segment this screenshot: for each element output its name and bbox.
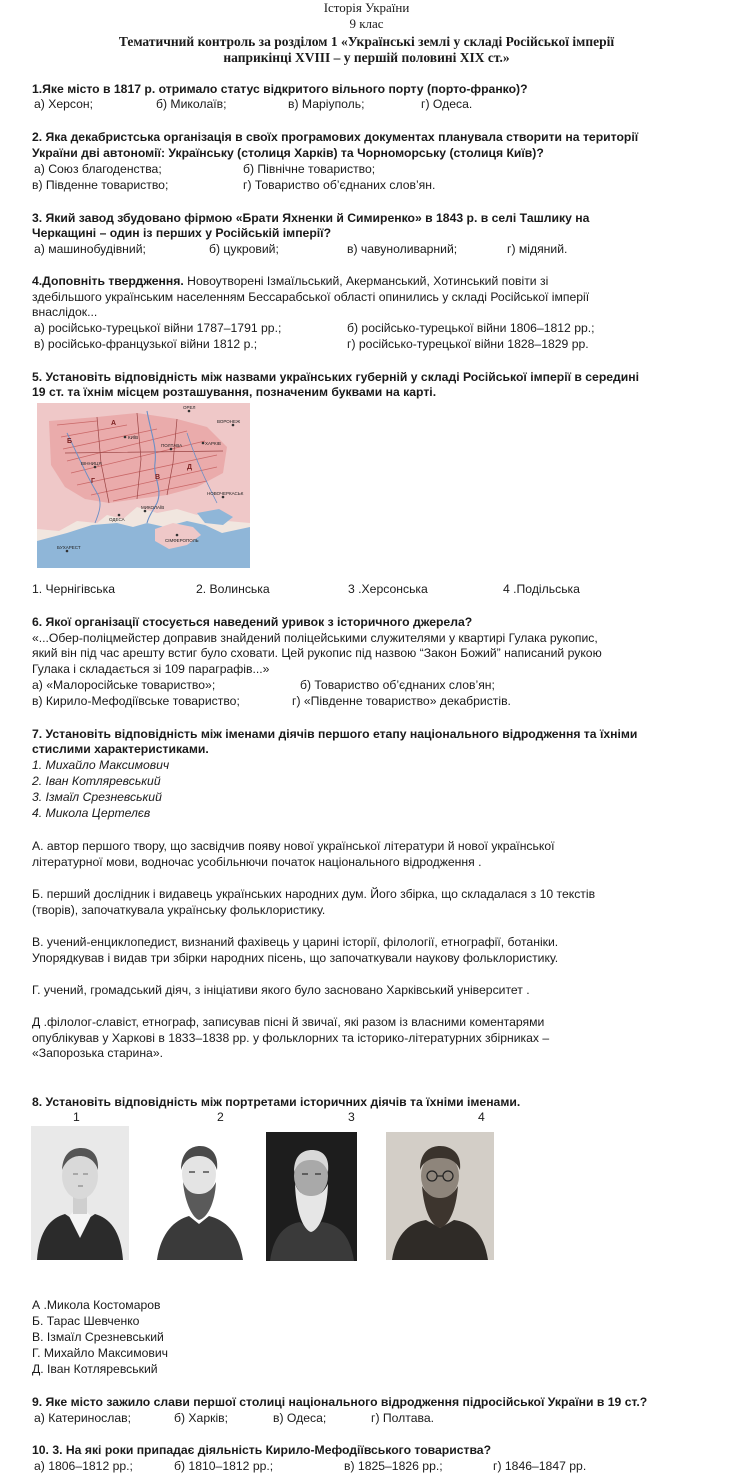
map-label-odesa: ОДЕСА [109,517,125,522]
q3-option-b: б) цукровий; [209,242,279,256]
q9-option-v: в) Одеса; [273,1411,327,1425]
q7-name-4: 4. Микола Цертелєв [32,806,151,820]
q2-option-v: в) Південне товариство; [32,178,169,192]
q1-option-v: в) Маріуполь; [288,97,365,111]
map-letter-d: Д [187,464,192,471]
q7-char-d-line2: опублікував у Харкові в 1833–1838 рр. у фольклорних та історико-літературних збірниках – [32,1031,550,1045]
q7-text-line1: 7. Установіть відповідність між іменами діячів першого етапу національного відродження та їхніми [32,727,638,741]
q4-option-b: б) російсько-турецької війни 1806–1812 рр.; [347,321,595,335]
q5-item-1: 1. Чернігівська [32,582,115,596]
q7-name-3: 3. Ізмаїл Срезневський [32,790,162,804]
q10-option-b: б) 1810–1812 рр.; [174,1459,274,1473]
q6-quote-line2: який він під час арешту встиг було сховати. Цей рукопис під назвою “Закон Божий” написаний рукою [32,646,602,660]
portrait-3 [266,1132,357,1261]
q1-option-g: г) Одеса. [421,97,473,111]
map-label-bucharest: БУХАРЕСТ [57,545,81,550]
q7-char-b-line2: (творів), започаткувала українську фольклористику. [32,903,326,917]
q7-char-v-line2: Упорядкував і видав три збірки народних пісень, що започаткували наукову фольклористику. [32,951,559,965]
q6-option-a: а) «Малоросійське товариство»; [32,678,216,692]
q4-lead: 4.Доповніть твердження. [32,274,184,288]
map-label-voronezh: ВОРОНЕЖ [217,419,241,424]
q9-text: 9. Яке місто зажило слави першої столиці національного відродження підросійської України в 19 ст.? [32,1395,648,1409]
q5-item-3: 3 .Херсонська [348,582,428,596]
portrait-4 [386,1132,494,1260]
q3-text-line2: Черкащині – один із перших у Російській імперії? [32,226,332,240]
q7-name-1: 1. Михайло Максимович [32,758,170,772]
q4-option-v: в) російсько-французької війни 1812 р.; [34,337,258,351]
q1-option-b: б) Миколаїв; [156,97,227,111]
q10-option-g: г) 1846–1847 рр. [493,1459,587,1473]
q4-text-line2: здебільшого українським населенням Бессарабської області опинились у складі Російської імперії [32,290,590,304]
q6-quote-line1: «...Обер-поліцмейстер доправив знайдений поліцейськими служителями у квартирі Гулака рукопис, [32,631,598,645]
q2-option-g: г) Товариство об’єднаних слов’ян. [243,178,436,192]
q5-text-line1: 5. Установіть відповідність між назвами українських губерній у складі Російської імперії в середині [32,370,640,384]
q8-name-g: Г. Михайло Максимович [32,1346,169,1360]
map-label-kharkiv: ХАРКІВ [205,441,221,446]
map-letter-g: Г [91,478,95,485]
subject-title: Історія України [323,0,410,15]
q5-text-line2: 19 ст. та їхнім місцем розташування, позначеним буквами на карті. [32,385,437,399]
test-title-line1: Тематичний контроль за розділом 1 «Українські землі у складі Російської імперії [118,34,615,49]
q4-option-a: а) російсько-турецької війни 1787–1791 рр.; [34,321,282,335]
q6-option-b: б) Товариство об’єднаних слов’ян; [300,678,495,692]
q5-item-2: 2. Волинська [196,582,270,596]
q9-option-g: г) Полтава. [371,1411,434,1425]
q8-name-b: Б. Тарас Шевченко [32,1314,140,1328]
portrait-1 [31,1126,129,1260]
q10-option-a: а) 1806–1812 рр.; [34,1459,133,1473]
map-label-novocherkassk: НОВОЧЕРКАСЬК [207,491,244,496]
map-label-orel: ОРЕЛ [183,405,196,410]
q4-text-line1 [32,274,548,289]
q7-text-line2: стислими характеристиками. [32,742,209,756]
q8-name-a: А .Микола Костомаров [32,1298,161,1312]
q7-char-a-line1: А. автор першого твору, що засвідчив появу нової української літератури й нової української [32,839,555,853]
map-label-mykolaiv: МИКОЛАЇВ [141,505,165,510]
q3-option-g: г) мідяний. [507,242,568,256]
q8-number-4: 4 [478,1110,485,1124]
map-letter-b: Б [67,438,73,445]
q4-option-g: г) російсько-турецької війни 1828–1829 рр. [347,337,589,351]
q8-number-3: 3 [348,1110,355,1124]
map-label-vinnytsia: ВІННИЦЯ [81,461,102,466]
q7-name-2: 2. Іван Котляревський [32,774,161,788]
q7-char-d-line1: Д .філолог-славіст, етнограф, записував пісні й звичаї, які разом із власними коментарями [32,1015,545,1029]
q4-text-line3: внаслідок... [32,305,98,319]
map-label-kyiv: КИЇВ [128,435,139,440]
grade-label: 9 клас [349,16,384,31]
q10-text: 10. 3. На які роки припадає діяльність Кирило-Мефодіївського товариства? [32,1443,492,1457]
q6-option-v: в) Кирило-Мефодіївське товариство; [32,694,240,708]
q8-text: 8. Установіть відповідність між портретами історичних діячів та їхніми іменами. [32,1095,521,1109]
q6-text: 6. Якої організації стосується наведений уривок з історичного джерела? [32,615,473,629]
q7-char-b-line1: Б. перший дослідник і видавець українських народних дум. Його збірка, що складалася з 10 текстів [32,887,596,901]
q8-number-2: 2 [217,1110,224,1124]
q4-text-rest: Новоутворені Ізмаїльський, Акерманський, Хотинський повіти зі [183,274,549,288]
q2-option-a: а) Союз благоденства; [34,162,162,176]
q7-char-d-line3: «Запорозька старина». [32,1046,163,1060]
q2-option-b: б) Північне товариство; [243,162,376,176]
q2-text-line2: України дві автономії: Українську (столиця Харків) та Чорноморську (столиця Київ)? [32,146,544,160]
q1-option-a: а) Херсон; [34,97,94,111]
q8-name-d: Д. Іван Котляревський [32,1362,158,1376]
q7-char-g-line1: Г. учений, громадський діяч, з ініціативи якого було засновано Харківський університет . [32,983,530,997]
q6-quote-line3: Гулака і складається зі 109 параграфів...» [32,662,270,676]
map-label-simferopol: СІМФЕРОПОЛЬ [165,538,199,543]
map-letter-v: В [155,474,161,481]
q3-option-v: в) чавуноливарний; [347,242,458,256]
portrait-2 [151,1128,248,1260]
q10-option-v: в) 1825–1826 рр.; [344,1459,443,1473]
q6-option-g: г) «Південне товариство» декабристів. [292,694,511,708]
q2-text-line1: 2. Яка декабристська організація в своїх програмових документах планувала створити на території [32,130,639,144]
q7-char-a-line2: літературної мови, водночас усобільнючи початок національного відродження . [32,855,482,869]
q5-item-4: 4 .Подільська [503,582,580,596]
q1-text: 1.Яке місто в 1817 р. отримало статус відкритого вільного порту (порто-франко)? [32,82,528,96]
test-title-line2: наприкінці XVIII – у першій половині ХІХ ст.» [223,50,510,65]
q3-text-line1: 3. Який завод збудовано фірмою «Брати Яхненки й Симиренко» в 1843 р. в селі Ташлику на [32,211,590,225]
map-label-poltava: ПОЛТАВА [161,443,183,448]
q9-option-b: б) Харків; [174,1411,229,1425]
q8-name-v: В. Ізмаїл Срезневський [32,1330,164,1344]
q9-option-a: а) Катеринослав; [34,1411,131,1425]
map-letter-a: А [111,420,117,427]
provinces-map [37,403,250,568]
q3-option-a: а) машинобудівний; [34,242,146,256]
q8-number-1: 1 [73,1110,80,1124]
q7-char-v-line1: В. учений-енциклопедист, визнаний фахівець у царині історії, філології, етнографії, ботаніки. [32,935,559,949]
